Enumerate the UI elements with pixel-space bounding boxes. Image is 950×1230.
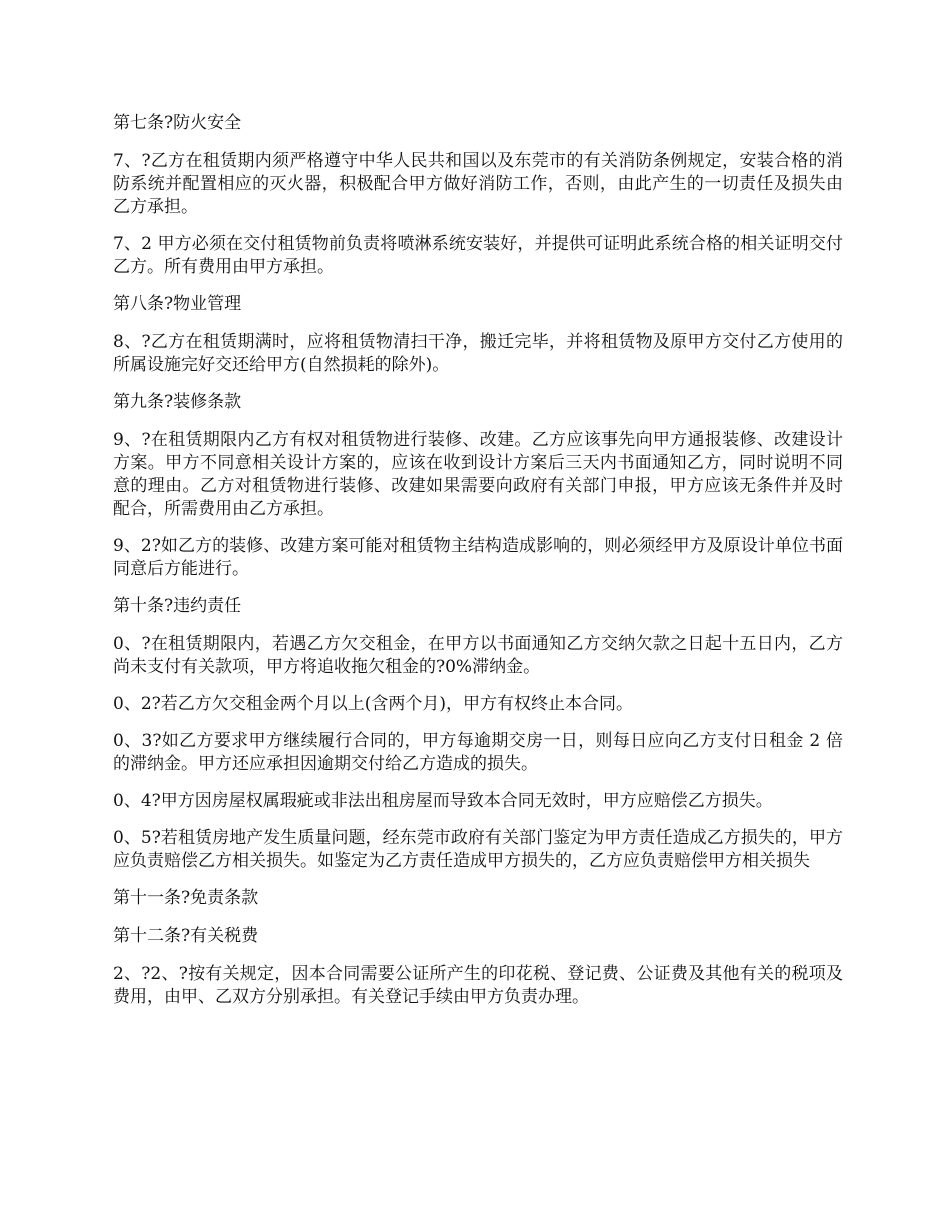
- clause-10-5: 0、5?若租赁房地产发生质量问题，经东莞市政府有关部门鉴定为甲方责任造成乙方损失的，甲方应负责赔偿乙方相关损失。如鉴定为乙方责任造成甲方损失的，乙方应负责赔偿甲方相关损失: [113, 828, 843, 871]
- clause-10-1: 0、?在租赁期限内，若遇乙方欠交租金，在甲方以书面通知乙方交纳欠款之日起十五日内，乙方尚未支付有关款项，甲方将追收拖欠租金的?0%滞纳金。: [113, 634, 843, 677]
- clause-10-2: 0、2?若乙方欠交租金两个月以上(含两个月)，甲方有权终止本合同。: [113, 694, 634, 714]
- clause-7-1: 7、?乙方在租赁期内须严格遵守中华人民共和国以及东莞市的有关消防条例规定，安装合格的消防系统并配置相应的灭火器，积极配合甲方做好消防工作，否则，由此产生的一切责任及损失由乙方承担。: [113, 151, 843, 217]
- section-heading-7: 第七条?防火安全: [113, 113, 242, 133]
- section-heading-12: 第十二条?有关税费: [113, 926, 259, 946]
- clause-8-1: 8、?乙方在租赁期满时，应将租赁物清扫干净，搬迁完毕，并将租赁物及原甲方交付乙方使用的所属设施完好交还给甲方(自然损耗的除外)。: [113, 332, 843, 375]
- clause-10-3: 0、3?如乙方要求甲方继续履行合同的，甲方每逾期交房一日，则每日应向乙方支付日租金 2 倍的滞纳金。甲方还应承担因逾期交付给乙方造成的损失。: [113, 731, 843, 774]
- clause-9-1: 9、?在租赁期限内乙方有权对租赁物进行装修、改建。乙方应该事先向甲方通报装修、改建设计方案。甲方不同意相关设计方案的，应该在收到设计方案后三天内书面通知乙方，同时说明不同意的理由。乙方对租赁物进行装修、改建如果需要向政府有关部门申报，甲方应该无条件并及时配合，所需费用由乙方承担。: [113, 430, 843, 519]
- clause-9-2: 9、2?如乙方的装修、改建方案可能对租赁物主结构造成影响的，则必须经甲方及原设计单位书面同意后方能进行。: [113, 536, 843, 579]
- section-heading-11: 第十一条?免责条款: [113, 888, 259, 908]
- clause-7-2: 7、2 甲方必须在交付租赁物前负责将喷淋系统安装好，并提供可证明此系统合格的相关证明交付乙方。所有费用由甲方承担。: [113, 234, 843, 277]
- clause-12-2: 2、?2、?按有关规定，因本合同需要公证所产生的印花税、登记费、公证费及其他有关的税项及费用，由甲、乙双方分别承担。有关登记手续由甲方负责办理。: [113, 964, 843, 1007]
- section-heading-8: 第八条?物业管理: [113, 294, 242, 314]
- document-page: [113, 112, 843, 1023]
- section-heading-9: 第九条?装修条款: [113, 392, 242, 412]
- section-heading-10: 第十条?违约责任: [113, 596, 242, 616]
- clause-10-4: 0、4?甲方因房屋权属瑕疵或非法出租房屋而导致本合同无效时，甲方应赔偿乙方损失。: [113, 791, 773, 811]
